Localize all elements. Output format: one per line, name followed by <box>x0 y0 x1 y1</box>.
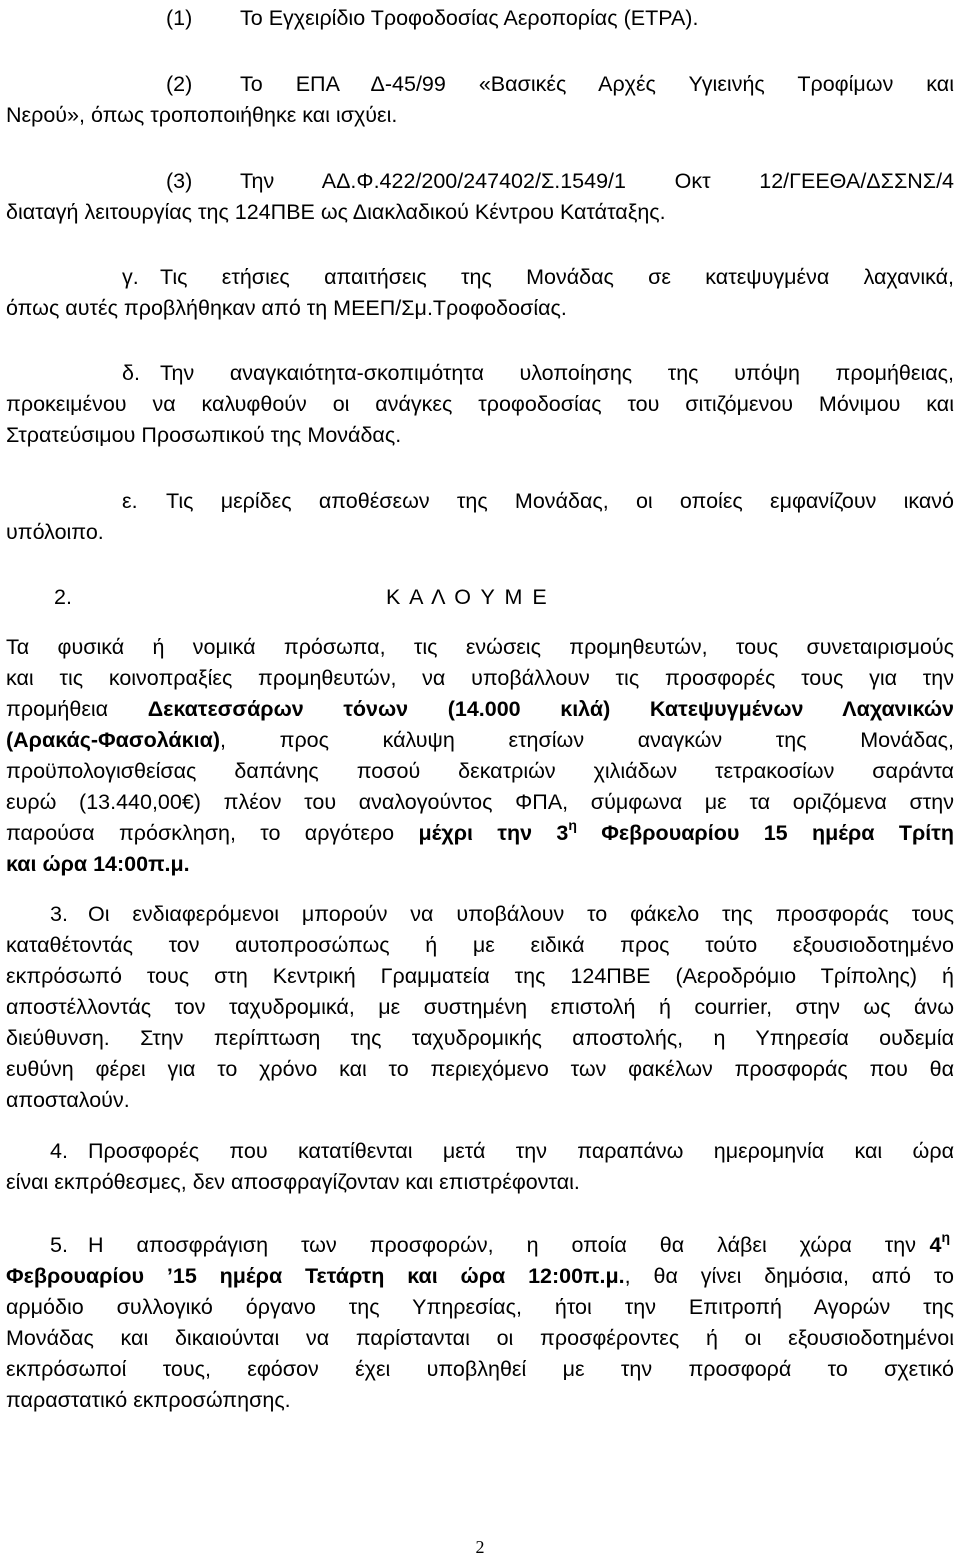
item-d-cont-1: προκειμένου να καλυφθούν οι ανάγκες τροφοδοσίας του σιτιζόμενου Μόνιμου και <box>6 392 954 416</box>
section-2-line-4 <box>6 725 954 756</box>
section-2-line-8: και ώρα 14:00π.μ. <box>6 852 190 876</box>
item-g <box>6 262 954 293</box>
item-d-label: δ. <box>122 361 140 385</box>
section-5-line-5: εκπρόσωποί τους, εφόσον έχει υποβληθεί με την προσφορά το σχετικό <box>6 1357 954 1381</box>
reference-3-text: Την ΑΔ.Φ.422/200/247402/Σ.1549/1 Οκτ 12/ΓΕΕΘΑ/ΔΣΣΝΣ/4 <box>240 169 954 193</box>
item-d-cont-2: Στρατεύσιμου Προσωπικού της Μονάδας. <box>6 423 402 447</box>
section-2-line-7-text: παρούσα πρόσκληση, το αργότερο <box>6 821 419 845</box>
reference-2-cont: Νερού», όπως τροποποιήθηκε και ισχύει. <box>6 103 398 127</box>
reference-3-cont: διαταγή λειτουργίας της 124ΠΒΕ ως Διακλαδικού Κέντρου Κατάταξης. <box>6 200 666 224</box>
section-2-line-5: προϋπολογισθείσας δαπάνης ποσού δεκατριών χιλιάδων τετρακοσίων σαράντα <box>6 759 954 783</box>
item-g-cont: όπως αυτές προβλήθηκαν από τη ΜΕΕΠ/Σμ.Τροφοδοσίας. <box>6 296 567 320</box>
section-5-line-6: παραστατικό εκπροσώπησης. <box>6 1388 291 1412</box>
section-2-line-3 <box>6 694 954 725</box>
section-2-line-3-text: προμήθεια <box>6 697 148 721</box>
section-2-line-7-date-rest: Φεβρουαρίου 15 ημέρα Τρίτη <box>576 821 954 845</box>
section-4-line-1-text: Προσφορές που κατατίθενται μετά την παραπάνω ημερομηνία και ώρα <box>88 1139 954 1163</box>
item-g-text: Τις ετήσιες απαιτήσεις της Μονάδας σε κατεψυγμένα λαχανικά, <box>160 265 954 289</box>
section-5-date-sup: η <box>941 1229 950 1245</box>
section-2-heading-line <box>6 582 954 613</box>
item-e-label: ε. <box>122 489 138 513</box>
section-3-line-1-text: Οι ενδιαφερόμενοι μπορούν να υποβάλουν το φάκελο της προσφοράς τους <box>88 902 954 926</box>
reference-2 <box>6 69 954 100</box>
section-5-line-3: αρμόδιο συλλογικό όργανο της Υπηρεσίας, ήτοι την Επιτροπή Αγορών της <box>6 1295 954 1319</box>
section-3-line-6: ευθύνη φέρει για το χρόνο και το περιεχόμενο των φακέλων προσφοράς που θα <box>6 1057 954 1081</box>
section-3-line-1 <box>6 899 954 930</box>
section-5-line-4: Μονάδας και δικαιούνται να παρίστανται οι προσφέροντες ή οι εξουσιοδοτημένοι <box>6 1326 954 1350</box>
section-3-line-7: αποσταλούν. <box>6 1088 130 1112</box>
section-3-line-3: εκπρόσωπό τους στη Κεντρική Γραμματεία της 124ΠΒΕ (Αεροδρόμιο Τρίπολης) ή <box>6 964 954 988</box>
section-2-heading: Κ Α Λ Ο Υ Μ Ε <box>386 585 549 609</box>
section-3-line-2: καταθέτοντάς τον αυτοπροσώπως ή με ειδικά προς τούτο εξουσιοδοτημένο <box>6 933 954 957</box>
reference-3-label: (3) <box>166 169 193 193</box>
section-3-line-5: διεύθυνση. Στην περίπτωση της ταχυδρομικής αποστολής, η Υπηρεσία ουδεμία <box>6 1026 954 1050</box>
section-2-line-4-bold: (Αρακάς-Φασολάκια) <box>6 728 220 752</box>
section-2-line-2: και τις κοινοπραξίες προμηθευτών, να υποβάλλουν τις προσφορές τους για την <box>6 666 954 690</box>
section-4-number: 4. <box>50 1139 68 1163</box>
section-4-line-2: είναι εκπρόθεσμες, δεν αποσφραγίζονταν και επιστρέφονται. <box>6 1170 580 1194</box>
section-2-line-1: Τα φυσικά ή νομικά πρόσωπα, τις ενώσεις προμηθευτών, τους συνεταιρισμούς <box>6 635 954 659</box>
item-e-text: Τις μερίδες αποθέσεων της Μονάδας, οι οποίες εμφανίζουν ικανό <box>166 489 954 513</box>
section-5-line-1 <box>6 1230 954 1261</box>
reference-1-label: (1) <box>166 6 193 30</box>
section-2-line-6: ευρώ (13.440,00€) πλέον του αναλογούντος ΦΠΑ, σύμφωνα με τα οριζόμενα στην <box>6 790 954 814</box>
section-2-line-7 <box>6 818 954 849</box>
section-5-date-number: 4 <box>929 1233 942 1257</box>
section-2-line-3-bold: Δεκατεσσάρων τόνων (14.000 κιλά) Κατεψυγμένων Λαχανικών <box>147 697 954 721</box>
section-5-number: 5. <box>50 1233 68 1257</box>
item-g-label: γ. <box>122 265 139 289</box>
item-e <box>6 486 954 517</box>
reference-2-label: (2) <box>166 72 193 96</box>
section-2-line-4-text: , προς κάλυψη ετησίων αναγκών της Μονάδας, <box>220 728 954 752</box>
section-5-line-2-bold: Φεβρουαρίου ’15 ημέρα Τετάρτη και ώρα 12:00π.μ. <box>6 1264 625 1288</box>
reference-3 <box>6 166 954 197</box>
reference-2-text: Το ΕΠΑ Δ-45/99 «Βασικές Αρχές Υγιεινής Τροφίμων και <box>240 72 954 96</box>
item-d <box>6 358 954 389</box>
section-5-line-1-text: Η αποσφράγιση των προσφορών, η οποία θα λάβει χώρα την <box>88 1233 916 1257</box>
item-d-text: Την αναγκαιότητα-σκοπιμότητα υλοποίησης της υπόψη προμήθειας, <box>160 361 954 385</box>
page-number: 2 <box>475 1537 485 1557</box>
section-3-number: 3. <box>50 902 68 926</box>
section-5-line-1-date <box>929 1230 950 1263</box>
reference-1-text: Το Εγχειρίδιο Τροφοδοσίας Αεροπορίας (ΕΤΡΑ). <box>240 6 699 30</box>
section-2-line-7-date: μέχρι την 3 <box>418 821 569 845</box>
item-e-cont: υπόλοιπο. <box>6 520 104 544</box>
section-5-line-2-text: , θα γίνει δημόσια, από το <box>624 1264 954 1288</box>
reference-1 <box>6 3 954 34</box>
section-4-line-1 <box>6 1136 954 1167</box>
section-2-number: 2. <box>54 585 72 609</box>
section-3-line-4: αποστέλλοντάς τον ταχυδρομικά, με συστημένη επιστολή ή courrier, στην ως άνω <box>6 995 954 1019</box>
section-2-line-7-sup: η <box>568 817 577 833</box>
section-5-line-2 <box>6 1261 954 1292</box>
